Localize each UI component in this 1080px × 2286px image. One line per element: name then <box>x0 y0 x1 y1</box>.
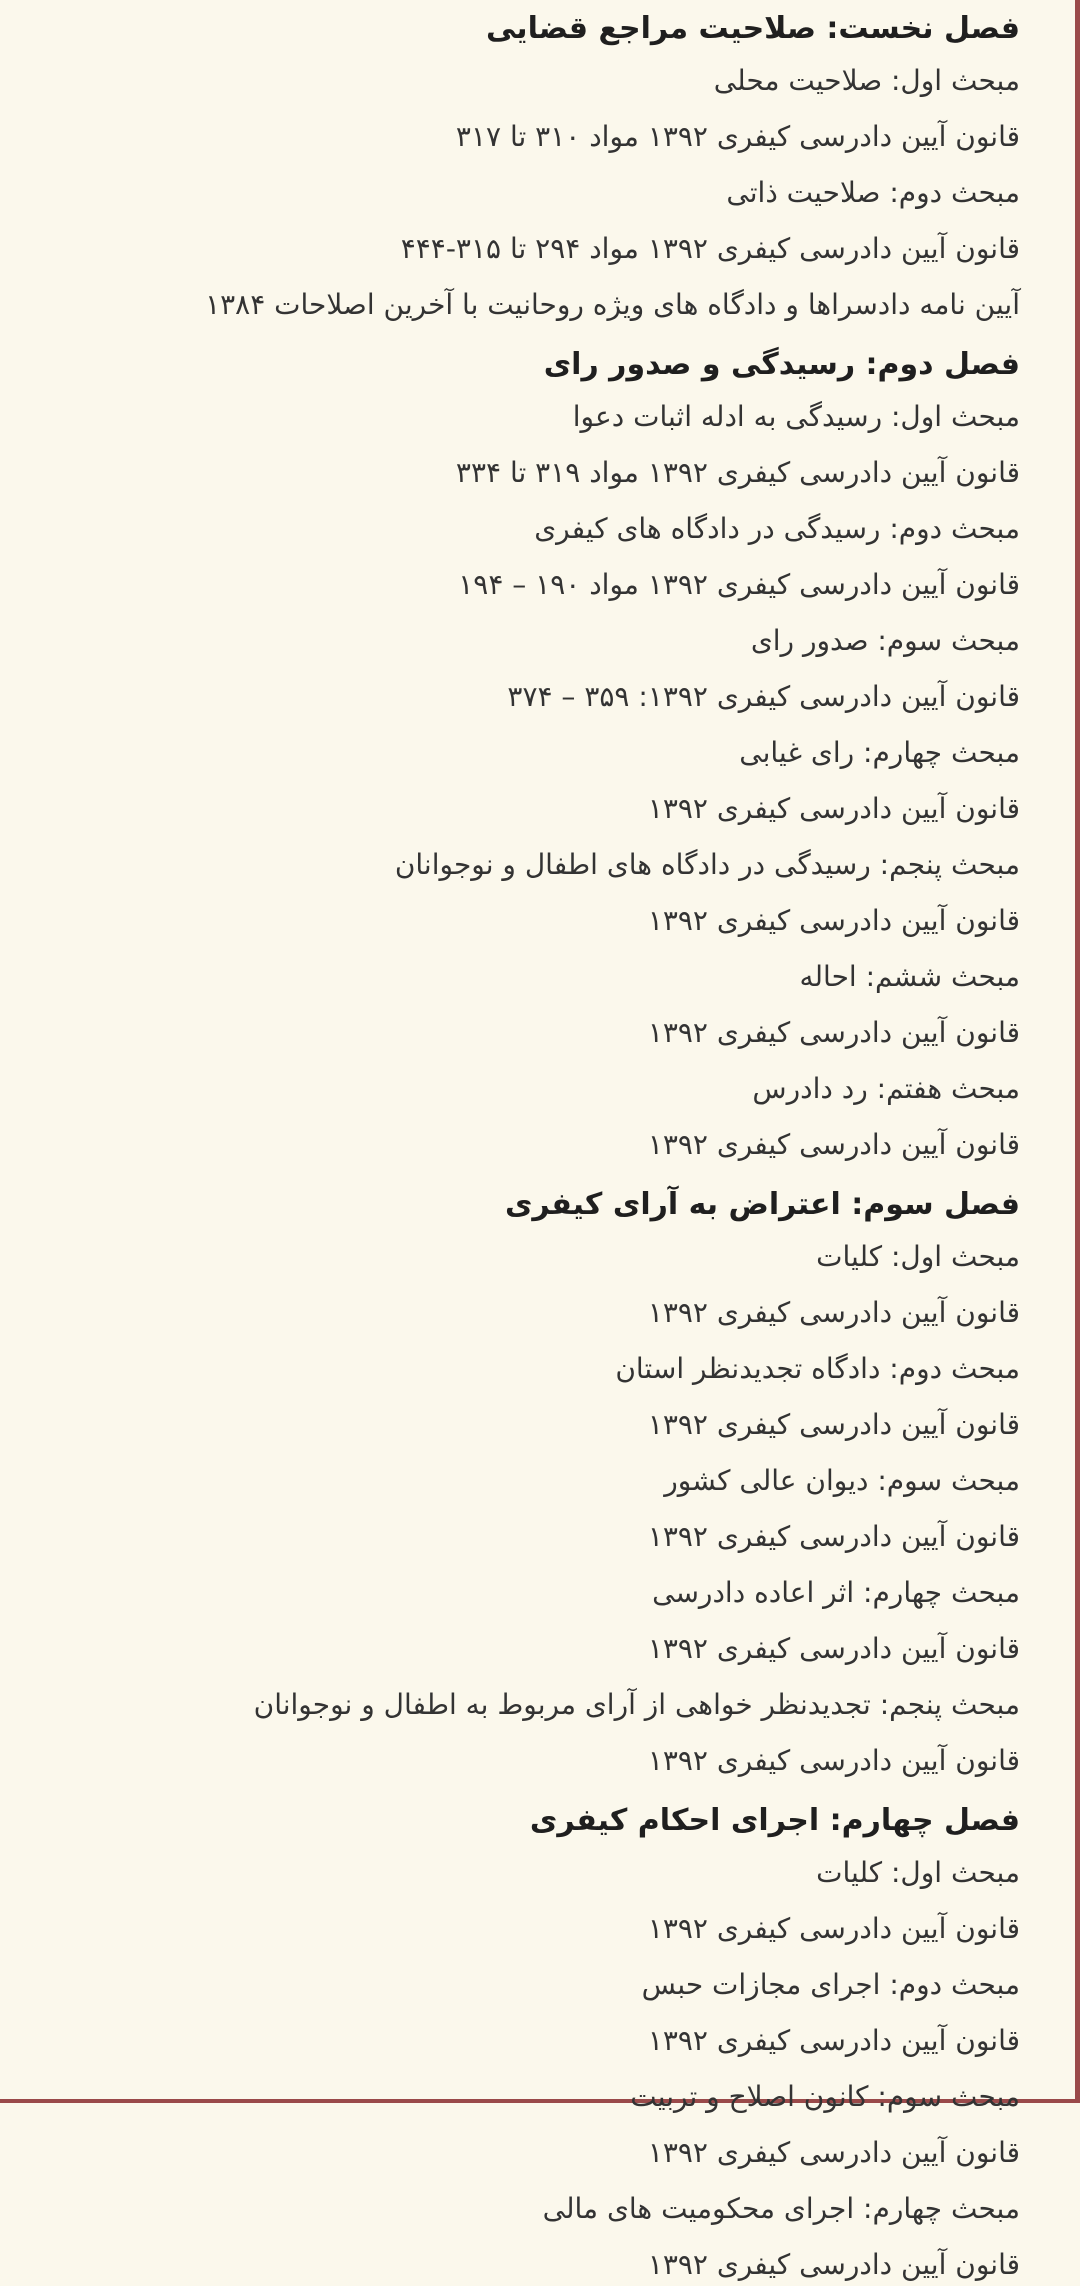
topic-title: مبحث سوم: صدور رای <box>750 624 1020 657</box>
topic-title: مبحث دوم: دادگاه تجدیدنظر استان <box>615 1352 1020 1385</box>
topic-title: مبحث اول: کلیات <box>816 1856 1020 1889</box>
chapter-section <box>20 1184 1020 1782</box>
law-reference: قانون آیین دادرسی کیفری ۱۳۹۲ <box>647 1016 1020 1049</box>
topic-title: مبحث سوم: کانون اصلاح و تربیت <box>630 2080 1020 2113</box>
law-reference: قانون آیین دادرسی کیفری ۱۳۹۲ <box>647 904 1020 937</box>
chapter-section <box>20 1800 1020 2286</box>
law-reference: قانون آیین دادرسی کیفری ۱۳۹۲ <box>647 1128 1020 1161</box>
topic-title: مبحث اول: رسیدگی به ادله اثبات دعوا <box>572 400 1020 433</box>
topic-title: مبحث دوم: رسیدگی در دادگاه های کیفری <box>534 512 1020 545</box>
law-reference: قانون آیین دادرسی کیفری ۱۳۹۲ <box>647 1520 1020 1553</box>
topic-title: مبحث پنجم: تجدیدنظر خواهی از آرای مربوط به اطفال و نوجوانان <box>253 1688 1020 1721</box>
topic-title: مبحث چهارم: رای غیابی <box>739 736 1020 769</box>
law-reference: قانون آیین دادرسی کیفری ۱۳۹۲: ۳۵۹ – ۳۷۴ <box>507 680 1020 713</box>
chapter-section <box>20 344 1020 1166</box>
topic-title: مبحث اول: صلاحیت محلی <box>713 64 1020 97</box>
topic-title: مبحث اول: کلیات <box>816 1240 1020 1273</box>
chapter-heading: فصل سوم: اعتراض به آرای کیفری <box>504 1187 1020 1222</box>
chapter-topic-list <box>20 396 1020 1166</box>
chapter-topic-list <box>20 1236 1020 1782</box>
chapter-heading: فصل نخست: صلاحیت مراجع قضایی <box>485 11 1020 46</box>
law-reference: قانون آیین دادرسی کیفری ۱۳۹۲ <box>647 2248 1020 2281</box>
topic-title: مبحث چهارم: اثر اعاده دادرسی <box>652 1576 1020 1609</box>
law-reference: قانون آیین دادرسی کیفری ۱۳۹۲ <box>647 1296 1020 1329</box>
topic-title: مبحث دوم: اجرای مجازات حبس <box>641 1968 1020 2001</box>
law-reference: قانون آیین دادرسی کیفری ۱۳۹۲ <box>647 2136 1020 2169</box>
chapter-heading: فصل چهارم: اجرای احکام کیفری <box>529 1803 1020 1838</box>
chapter-section <box>20 8 1020 326</box>
topic-title: آیین نامه دادسراها و دادگاه های ویژه روحانیت با آخرین اصلاحات ۱۳۸۴ <box>205 288 1020 321</box>
law-reference: قانون آیین دادرسی کیفری ۱۳۹۲ مواد ۳۱۹ تا ۳۳۴ <box>455 456 1020 489</box>
topic-title: مبحث چهارم: اجرای محکومیت های مالی <box>542 2192 1020 2225</box>
topic-title: مبحث سوم: دیوان عالی کشور <box>664 1464 1020 1497</box>
law-reference: قانون آیین دادرسی کیفری ۱۳۹۲ <box>647 1408 1020 1441</box>
law-reference: قانون آیین دادرسی کیفری ۱۳۹۲ <box>647 2024 1020 2057</box>
law-reference: قانون آیین دادرسی کیفری ۱۳۹۲ مواد ۳۱۰ تا ۳۱۷ <box>455 120 1020 153</box>
topic-title: مبحث دوم: صلاحیت ذاتی <box>726 176 1020 209</box>
law-reference: قانون آیین دادرسی کیفری ۱۳۹۲ <box>647 1744 1020 1777</box>
chapter-topic-list <box>20 1852 1020 2286</box>
topic-title: مبحث هفتم: رد دادرس <box>752 1072 1020 1105</box>
law-reference: قانون آیین دادرسی کیفری ۱۳۹۲ <box>647 1632 1020 1665</box>
law-reference: قانون آیین دادرسی کیفری ۱۳۹۲ <box>647 1912 1020 1945</box>
chapter-topic-list <box>20 60 1020 326</box>
topic-title: مبحث پنجم: رسیدگی در دادگاه های اطفال و نوجوانان <box>394 848 1020 881</box>
law-reference: قانون آیین دادرسی کیفری ۱۳۹۲ مواد ۱۹۰ – ۱۹۴ <box>458 568 1020 601</box>
law-reference: قانون آیین دادرسی کیفری ۱۳۹۲ <box>647 792 1020 825</box>
topic-title: مبحث ششم: احاله <box>799 960 1020 993</box>
law-reference: قانون آیین دادرسی کیفری ۱۳۹۲ مواد ۲۹۴ تا ۳۱۵-۴۴۴ <box>400 232 1020 265</box>
chapter-heading: فصل دوم: رسیدگی و صدور رای <box>543 347 1020 382</box>
